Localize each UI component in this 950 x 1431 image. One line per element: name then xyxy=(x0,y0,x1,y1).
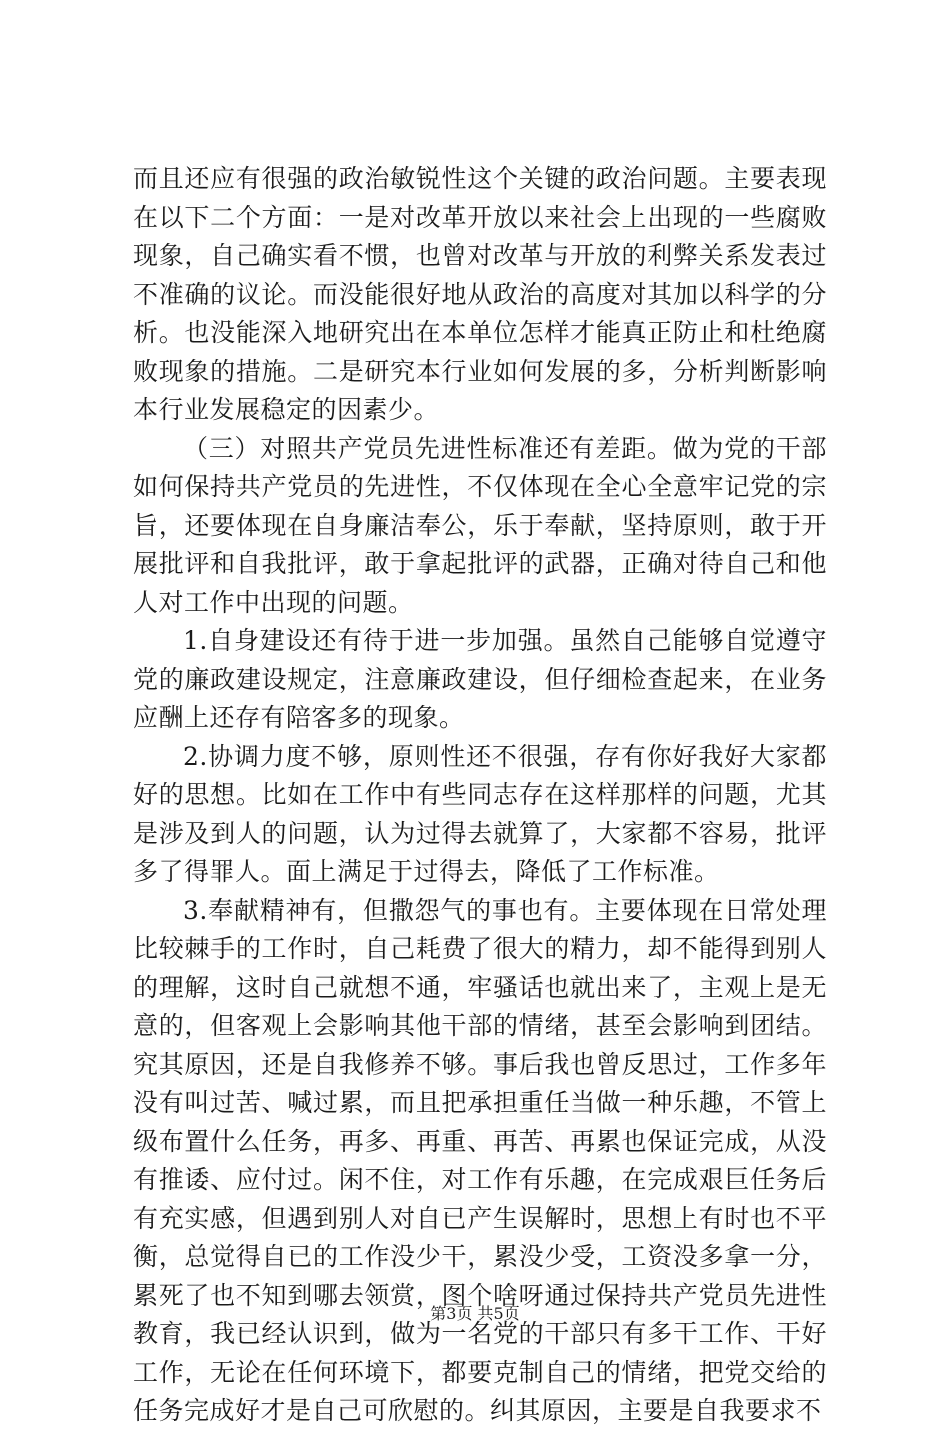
paragraph-political-sensitivity: 而且还应有很强的政治敏锐性这个关键的政治问题。主要表现在以下二个方面：一是对改革开放以来社会上出现的一些腐败现象，自己确实看不惯，也曾对改革与开放的利弊关系发表过不准确的议论。而没能很好地从政治的高度对其加以科学的分析。也没能深入地研究出在本单位怎样才能真正防止和杜绝腐败现象的措施。二是研究本行业如何发展的多，分析判断影响本行业发展稳定的因素少。 xyxy=(133,164,827,424)
paragraph-item-2: 2.协调力度不够，原则性还不很强，存有你好我好大家都好的思想。比如在工作中有些同志存在这样那样的问题，尤其是涉及到人的问题，认为过得去就算了，大家都不容易，批评多了得罪人。面上满足于过得去，降低了工作标准。 xyxy=(133,741,827,886)
paragraph-item-3: 3.奉献精神有，但撒怨气的事也有。主要体现在日常处理比较棘手的工作时，自己耗费了很大的精力，却不能得到别人的理解，这时自己就想不通，牢骚话也就出来了，主观上是无意的，但客观上会影响其他干部的情绪，甚至会影响到团结。究其原因，还是自我修养不够。事后我也曾反思过，工作多年没有叫过苦、喊过累，而且把承担重任当做一种乐趣，不管上级布置什么任务，再多、再重、再苦、再累也保证完成，从没有推诿、应付过。闲不住，对工作有乐趣，在完成艰巨任务后有充实感，但遇到别人对自已产生误解时，思想上有时也不平衡，总觉得自已的工作没少干，累没少受，工资没多拿一分，累死了也不知到哪去领赏，图个啥呀通过保持共产党员先进性教育，我已经认识到，做为一名党的干部只有多干工作、干好工作，无论在任何环境下，都要克制自己的情绪，把党交给的任务完成好才是自己可欣慰的。纠其原因，主要是自我要求不 xyxy=(133,895,827,1425)
document-body xyxy=(133,160,827,1431)
paragraph-item-1: 1.自身建设还有待于进一步加强。虽然自己能够自觉遵守党的廉政建设规定，注意廉政建设，但仔细检查起来，在业务应酬上还存有陪客多的现象。 xyxy=(133,626,827,732)
paragraph-section-three: （三）对照共产党员先进性标准还有差距。做为党的干部如何保持共产党员的先进性，不仅体现在全心全意牢记党的宗旨，还要体现在自身廉洁奉公，乐于奉献，坚持原则，敢于开展批评和自我批评，敢于拿起批评的武器，正确对待自己和他人对工作中出现的问题。 xyxy=(133,433,827,617)
page-footer: 第3页 共5页 xyxy=(430,1304,520,1323)
